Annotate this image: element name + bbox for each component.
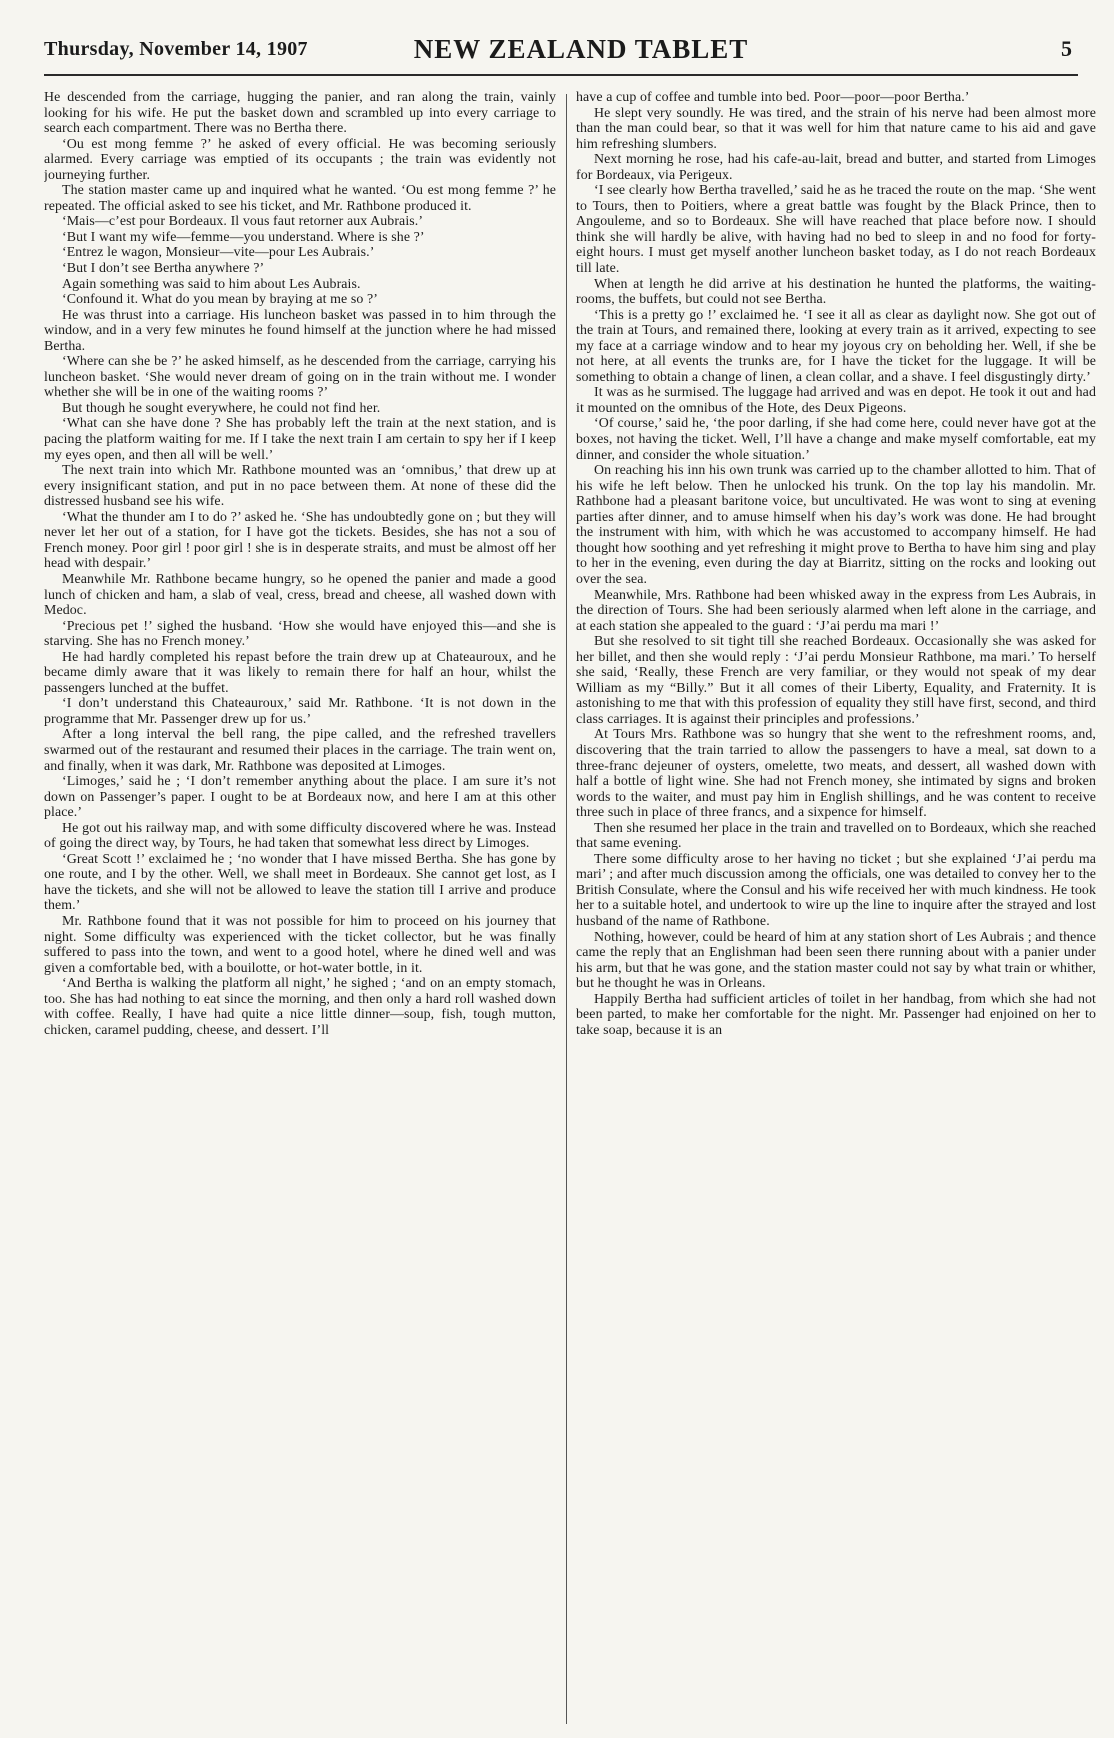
paragraph: have a cup of coffee and tumble into bed. Poor—poor—poor Bertha.’ — [576, 90, 970, 105]
paragraph: The next train into which Mr. Rathbone mounted was an ‘omnibus,’ that drew up at every insignificant station, and put in no pace between them. At none of these did the distressed husband see his wife. — [44, 463, 556, 510]
paragraph: ‘Entrez le wagon, Monsieur—vite—pour Les Aubrais.’ — [62, 245, 375, 261]
paragraph: Meanwhile Mr. Rathbone became hungry, so he opened the panier and made a good lunch of chicken and ham, a slab of veal, cress, bread and cheese, all washed down with Medoc. — [44, 571, 556, 619]
paragraph: He was thrust into a carriage. His luncheon basket was passed in to him through the window, and in a very few minutes he found himself at the junction where he had missed Bertha. — [44, 307, 556, 354]
paragraph: ‘But I want my wife—femme—you understand. Where is she ?’ — [62, 229, 425, 245]
paragraph: On reaching his inn his own trunk was carried up to the chamber allotted to him. That of his wife he left below. Then he unlocked his trunk. On the top lay his mandolin. Mr. Rathbone had a pleasant baritone voice, but uncultivated. He was wont to sing at evening parties after dinner, and to amuse himself when his day’s work was done. He had brought the instrument with him, with which he was accustomed to accompany himself. He had thought how soothing and yet refreshing it might prove to Bertha to have him sing and play to her in the evening, even during the day at Biarritz, sitting on the rocks and looking out over the sea. — [576, 463, 1096, 587]
paragraph: ‘But I don’t see Bertha anywhere ?’ — [62, 261, 265, 277]
paragraph: ‘And Bertha is walking the platform all night,’ he sighed ; ‘and on an empty stomach, too. She has had nothing to eat since the morning, and then only a hard roll washed down with coffee. Really, I have had quite a nice little dinner—soup, fish, tough mutton, chicken, caramel pudding, cheese, and dessert. I’ll — [44, 976, 556, 1038]
paragraph: Meanwhile, Mrs. Rathbone had been whisked away in the express from Les Aubrais, in the direction of Tours. She had been seriously alarmed when left alone in the carriage, and at each station she appealed to the guard : ‘J’ai perdu ma mari !’ — [576, 587, 1096, 634]
paragraph: ‘What can she have done ? She has probably left the train at the next station, and is pacing the platform waiting for me. If I take the next train I am certain to spy her if I keep my eyes open, and then all will be well.’ — [44, 416, 556, 463]
paragraph: He got out his railway map, and with some difficulty discovered where he was. Instead of going the direct way, by Tours, he had taken that somewhat less direct by Limoges. — [44, 820, 556, 852]
page-number: 5 — [1061, 36, 1072, 61]
article-columns — [44, 90, 1096, 1730]
paragraph: ‘Precious pet !’ sighed the husband. ‘How she would have enjoyed this—and she is starving. She has no French money.’ — [44, 618, 556, 650]
right-column — [576, 90, 1096, 1730]
paragraph: But though he sought everywhere, he could not find her. — [62, 400, 381, 416]
paragraph: Happily Bertha had sufficient articles of toilet in her handbag, from which she had not been parted, to make her comfortable for the night. Mr. Passenger had enjoined on her to take soap, because it is an — [576, 991, 1096, 1038]
paragraph: But she resolved to sit tight till she reached Bordeaux. Occasionally she was asked for her billet, and then she would reply : ‘J’ai perdu Monsieur Rathbone, ma mari.’ To herself she said, ‘Really, these French are very familiar, or they would not speak of my dear William as my “Billy.” But it all comes of their Liberty, Equality, and Fraternity. It is astonishing to me that with this profession of equality they still have first, second, and third class carriages. It is against their principles and professions.’ — [576, 634, 1096, 727]
paragraph: The station master came up and inquired what he wanted. ‘Ou est mong femme ?’ he repeated. The official asked to see his ticket, and Mr. Rathbone produced it. — [44, 183, 556, 214]
paragraph: He descended from the carriage, hugging the panier, and ran along the train, vainly looking for his wife. He put the basket down and scrambled up into every carriage to search each compartment. There was no Bertha there. — [44, 90, 556, 137]
paragraph: ‘Limoges,’ said he ; ‘I don’t remember anything about the place. I am sure it’s not down on Passenger’s paper. I ought to be at Bordeaux now, and here I am at this other place.’ — [44, 774, 556, 821]
paragraph: ‘Ou est mong femme ?’ he asked of every official. He was becoming seriously alarmed. Every carriage was emptied of its occupants ; the train was evidently not journeying further. — [44, 136, 556, 183]
paragraph: Then she resumed her place in the train and travelled on to Bordeaux, which she reached that same evening. — [576, 820, 1096, 852]
paragraph: Next morning he rose, had his cafe-au-lait, bread and butter, and started from Limoges for Bordeaux, via Perigeux. — [576, 152, 1096, 183]
paragraph: He slept very soundly. He was tired, and the strain of his nerve had been almost more than the man could bear, so that it was well for him that nature came to his aid and gave him refreshing slumbers. — [576, 105, 1096, 152]
paragraph: ‘What the thunder am I to do ?’ asked he. ‘She has undoubtedly gone on ; but they will never let her out of a station, for I have got the tickets. Besides, she has not a sou of French money. Poor girl ! poor girl ! she is in desperate straits, and must be almost off her head with despair.’ — [44, 509, 556, 572]
issue-date: Thursday, November 14, 1907 — [44, 38, 308, 60]
paragraph: After a long interval the bell rang, the pipe called, and the refreshed travellers swarmed out of the restaurant and resumed their places in the carriage. The train went on, and finally, when it was dark, Mr. Rathbone was deposited at Limoges. — [44, 727, 556, 774]
paragraph: He had hardly completed his repast before the train drew up at Chateauroux, and he became dimly aware that it was likely to remain there for half an hour, whilst the passengers lunched at the buffet. — [44, 649, 556, 696]
paragraph: When at length he did arrive at his destination he hunted the platforms, the waiting-rooms, the buffets, but could not see Bertha. — [576, 276, 1096, 308]
left-column — [44, 90, 556, 1730]
newspaper-title: NEW ZEALAND TABLET — [413, 34, 749, 64]
paragraph: ‘Confound it. What do you mean by braying at me so ?’ — [62, 292, 378, 308]
column-divider — [566, 94, 567, 1724]
paragraph: ‘Of course,’ said he, ‘the poor darling, if she had come here, could never have got at the boxes, not having the ticket. Well, I’ll have a change and make myself comfortable, eat my dinner, and consider the whole situation.’ — [576, 416, 1096, 463]
paragraph: There some difficulty arose to her having no ticket ; but she explained ‘J’ai perdu ma mari’ ; and after much discussion among the officials, one was detailed to convey her to the British Consulate, where the Consul and his wife received her with much kindness. He took her to a suitable hotel, and undertook to wire up the line to inquire after the strayed and lost husband of the name of Rathbone. — [576, 851, 1096, 929]
paragraph: At Tours Mrs. Rathbone was so hungry that she went to the refreshment rooms, and, discovering that the train tarried to allow the passengers to have a meal, sat down to a three-franc dejeuner of oysters, omelette, two meats, and dessert, all washed down with half a bottle of light wine. She had not French money, she intimated by signs and broken words to the waiter, and must pay him in English shillings, and he was content to receive three such in place of three francs, and a sixpence for himself. — [576, 727, 1096, 821]
paragraph: ‘This is a pretty go !’ exclaimed he. ‘I see it all as clear as daylight now. She got out of the train at Tours, and remained there, looking at every train as it arrived, expecting to see my face at a carriage window and to hear my joyous cry on beholding her. Well, if she be not here, at all events the trunks are, for I have the ticket for the luggage. It will be something to obtain a change of linen, a clean collar, and a shave. I feel disgustingly dirty.’ — [576, 307, 1096, 385]
paragraph: ‘I see clearly how Bertha travelled,’ said he as he traced the route on the map. ‘She went to Tours, then to Poitiers, where a great battle was fought by the Black Prince, then to Angouleme, and so to Bordeaux. She will have reached that place before now. I should think she will hardly be alive, with having had no bed to sleep in and no food for forty-eight hours. I must get myself another luncheon basket today, as I do not reach Bordeaux till late. — [576, 183, 1096, 277]
masthead — [44, 30, 1078, 76]
paragraph: ‘Where can she be ?’ he asked himself, as he descended from the carriage, carrying his luncheon basket. ‘She would never dream of going on in the train without me. I wonder whether she will be in one of the waiting rooms ?’ — [44, 354, 556, 401]
paragraph: ‘Great Scott !’ exclaimed he ; ‘no wonder that I have missed Bertha. She has gone by one route, and I by the other. Well, we shall meet in Bordeaux. She cannot get lost, as I have the tickets, and she will not be allowed to leave the station till I arrive and produce them.’ — [44, 851, 556, 914]
paragraph: ‘Mais—c’est pour Bordeaux. Il vous faut retorner aux Aubrais.’ — [62, 214, 424, 230]
paragraph: It was as he surmised. The luggage had arrived and was en depot. He took it out and had it mounted on the omnibus of the Hote, des Deux Pigeons. — [576, 385, 1096, 416]
paragraph: Again something was said to him about Les Aubrais. — [62, 276, 361, 292]
paragraph: ‘I don’t understand this Chateauroux,’ said Mr. Rathbone. ‘It is not down in the programme that Mr. Passenger drew up for us.’ — [44, 696, 556, 727]
paragraph: Nothing, however, could be heard of him at any station short of Les Aubrais ; and thence came the reply that an Englishman had been seen there running about with a panier under his arm, but that he was gone, and the station master could not say by what train or whither, but he thought he was in Orleans. — [576, 929, 1096, 992]
paragraph: Mr. Rathbone found that it was not possible for him to proceed on his journey that night. Some difficulty was experienced with the ticket collector, but he was finally suffered to pass into the town, and went to a good hotel, where he dined well and was given a comfortable bed, with a bouilotte, or hot-water bottle, in it. — [44, 913, 556, 976]
